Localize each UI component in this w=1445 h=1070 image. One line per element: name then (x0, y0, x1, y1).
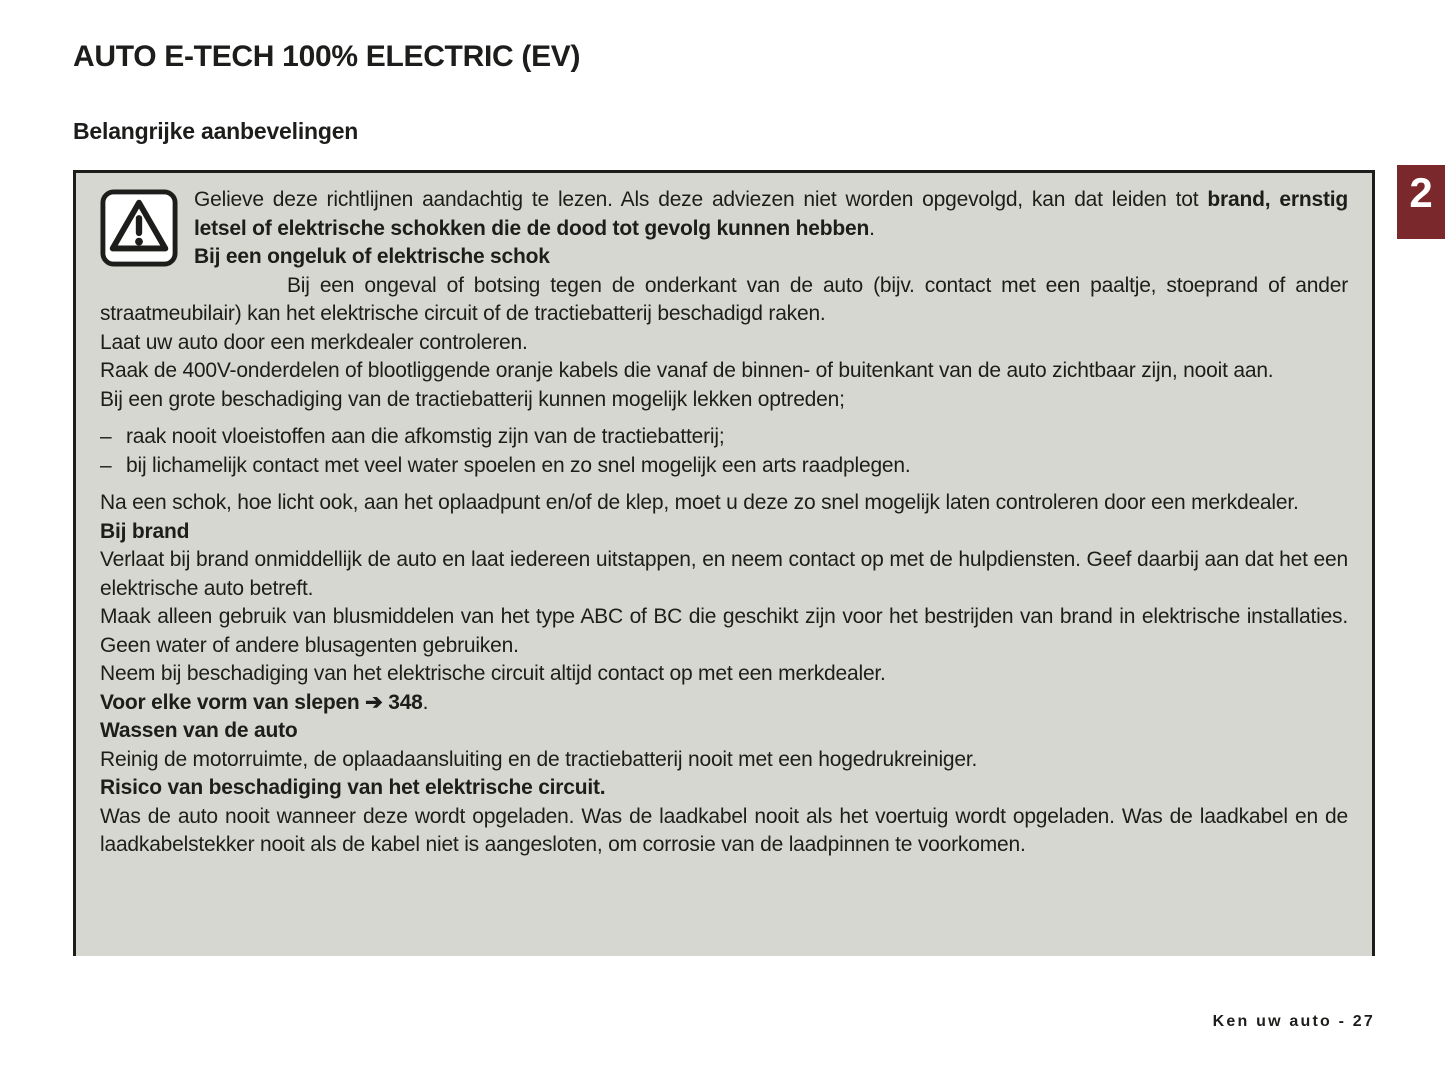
heading-washing: Wassen van de auto (100, 719, 298, 742)
dash-list-item: – raak nooit vloeistoffen aan die afkomstig zijn van de tractiebatterij; (100, 425, 725, 448)
warning-box (73, 170, 1375, 956)
intro-paragraph: Gelieve deze richtlijnen aandachtig te lezen. Als deze adviezen niet worden opgevolgd, kan dat leiden tot brand, ernstig letsel of elektrische schokken die de dood tot gevolg kunnen hebben. (194, 188, 1349, 240)
dealer-check-paragraph: Laat uw auto door een merkdealer controleren. (100, 330, 528, 354)
warning-box-content (100, 186, 1348, 860)
section-title: Belangrijke aanbevelingen (73, 118, 359, 144)
battery-damage-paragraph: Bij een grote beschadiging van de tractiebatterij kunnen mogelijk lekken optreden; (100, 387, 845, 411)
risk-warning: Risico van beschadiging van het elektrische circuit. (100, 776, 606, 799)
chapter-tab (1397, 165, 1445, 239)
extinguisher-paragraph: Maak alleen gebruik van blusmiddelen van het type ABC of BC die geschikt zijn voor het bestrijden van brand in elektrische installaties. Geen water of andere blusagenten gebruiken. (100, 605, 1348, 657)
circuit-damage-paragraph: Neem bij beschadiging van het elektrische circuit altijd contact op met een merkdealer. (100, 662, 886, 685)
high-voltage-paragraph: Raak de 400V-onderdelen of blootliggende oranje kabels die vanaf de binnen- of buitenkant van de auto zichtbaar zijn, nooit aan. (100, 359, 1274, 382)
heading-accident-shock: Bij een ongeluk of elektrische schok (194, 245, 550, 268)
accident-paragraph: Bij een ongeval of botsing tegen de onderkant van de auto (bijv. contact met een paaltje, stoeprand of ander straatmeubilair) kan het elektrische circuit of de tractiebatterij beschadigd raken. (100, 273, 1348, 325)
dash-list (100, 423, 1348, 480)
charging-wash-paragraph: Was de auto nooit wanneer deze wordt opgeladen. Was de laadkabel nooit als het voertuig wordt opgeladen. Was de laadkabel en de laadkabelstekker nooit als de kabel niet is aangesloten, om corrosie van de laadpinnen te voorkomen. (100, 804, 1348, 856)
towing-reference: Voor elke vorm van slepen ➔ 348. (100, 690, 429, 714)
dash-list-item: – bij lichamelijk contact met veel water spoelen en zo snel mogelijk een arts raadplegen. (100, 453, 911, 477)
heading-fire: Bij brand (100, 519, 190, 543)
page-title: AUTO E-TECH 100% ELECTRIC (EV) (73, 40, 581, 73)
washing-paragraph: Reinig de motorruimte, de oplaadaansluiting en de tractiebatterij nooit met een hogedrukreiniger. (100, 747, 978, 771)
fire-evacuate-paragraph: Verlaat bij brand onmiddellijk de auto en laat iedereen uitstappen, en neem contact op met de hulpdiensten. Geef daarbij aan dat het een elektrische auto betreft. (100, 548, 1348, 600)
chapter-number: 2 (1409, 169, 1433, 216)
warning-triangle-icon (100, 189, 178, 267)
after-shock-paragraph: Na een schok, hoe licht ook, aan het oplaadpunt en/of de klep, moet u deze zo snel mogelijk laten controleren door een merkdealer. (100, 491, 1299, 514)
page-footer: Ken uw auto - 27 (1212, 1013, 1375, 1030)
